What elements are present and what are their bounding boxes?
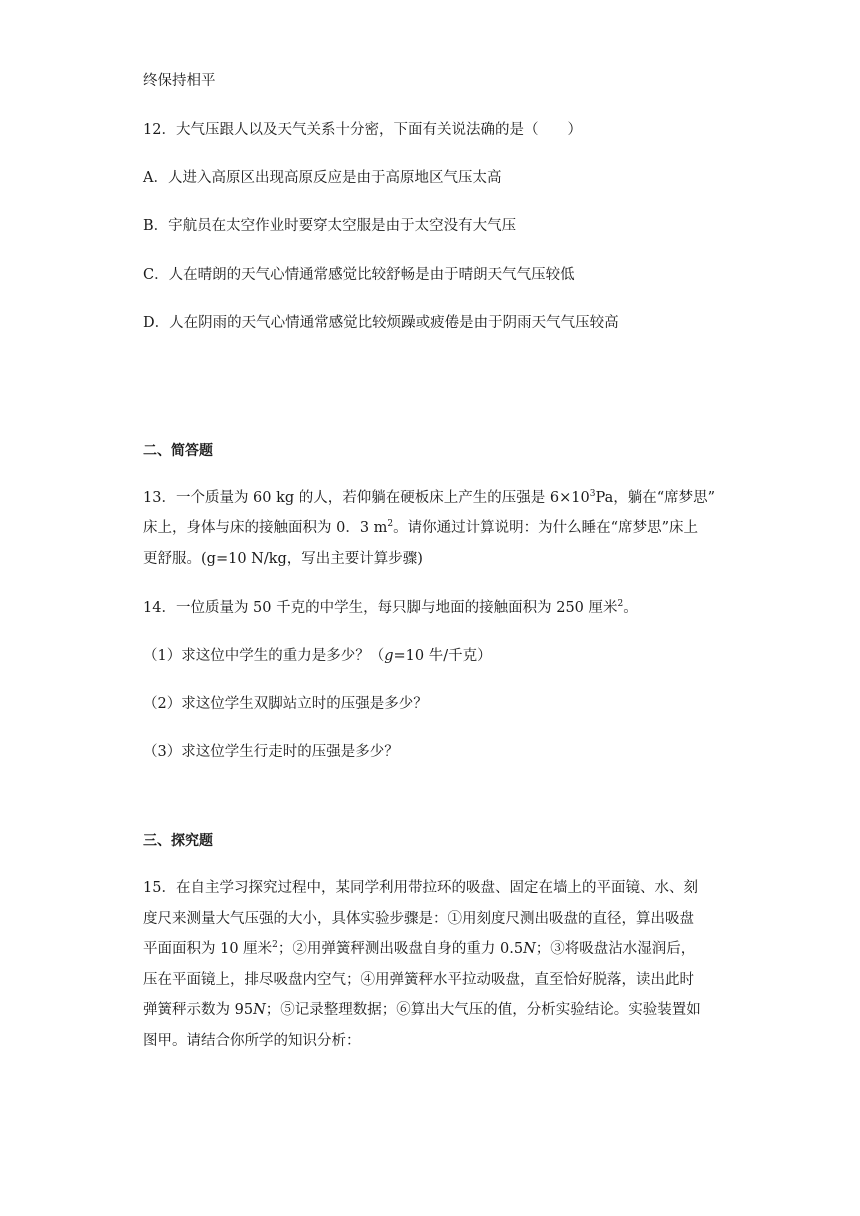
q14-sub-1-g-symbol: g <box>384 648 394 664</box>
q13-line-2-exponent: 2 <box>387 519 394 530</box>
q14-stem-exponent: 2 <box>617 599 624 610</box>
q13-line-1-text-a: 13．一个质量为 60 kg 的人，若仰躺在硬板床上产生的压强是 6×10 <box>143 490 590 506</box>
q15-line-3-text-c: ；③将吸盘沾水湿润后， <box>535 941 696 957</box>
section-2-heading: 二、简答题 <box>143 443 213 459</box>
q15-line-2: 度尺来测量大气压强的大小，具体实验步骤是：①用刻度尺测出吸盘的直径，算出吸盘 <box>143 911 694 927</box>
q13-line-2-text-b: 。请你通过计算说明：为什么睡在“席梦思”床上 <box>393 520 698 536</box>
q15-line-5-text-b: ；⑤记录整理数据；⑥算出大气压的值，分析实验结论。实验装置如 <box>265 1002 701 1018</box>
q13-line-1-text-b: Pa，躺在“席梦思” <box>595 490 716 506</box>
q15-line-3-unit: N <box>523 941 536 957</box>
q12-option-b: B．宇航员在太空作业时要穿太空服是由于太空没有大气压 <box>143 218 517 234</box>
q15-line-3 <box>143 939 695 959</box>
q15-line-5 <box>143 1000 701 1020</box>
q12-option-a: A．人进入高原区出现高原反应是由于高原地区气压太高 <box>143 170 502 186</box>
q14-stem <box>143 598 638 618</box>
q14-sub-1 <box>143 646 492 666</box>
q15-line-3-text-b: ；②用弹簧秤测出吸盘自身的重力 0.5 <box>277 941 524 957</box>
q14-sub-1-text-b: =10 牛/千克） <box>393 648 492 664</box>
q13-line-1-exponent: 3 <box>589 489 596 500</box>
q14-stem-text-b: 。 <box>623 600 638 616</box>
q15-line-4: 压在平面镜上，排尽吸盘内空气；④用弹簧秤水平拉动吸盘，直至恰好脱落，读出此时 <box>143 972 694 988</box>
q13-line-1 <box>143 488 715 508</box>
q15-line-3-text-a: 平面面积为 10 厘米 <box>143 941 273 957</box>
q15-line-3-exponent: 2 <box>272 940 278 951</box>
q13-line-3: 更舒服。(g=10 N/kg，写出主要计算步骤) <box>143 551 423 567</box>
q13-line-2-text-a: 床上，身体与床的接触面积为 0．3 m <box>143 520 388 536</box>
q13-line-2 <box>143 518 698 538</box>
section-3-heading: 三、探究题 <box>143 833 213 849</box>
q14-stem-text-a: 14．一位质量为 50 千克的中学生，每只脚与地面的接触面积为 250 厘米 <box>143 600 618 616</box>
q14-sub-3: （3）求这位学生行走时的压强是多少？ <box>143 744 399 760</box>
q15-line-6: 图甲。请结合你所学的知识分析： <box>143 1033 361 1049</box>
q11-tail-text: 终保持相平 <box>143 73 216 89</box>
q15-line-5-text-a: 弹簧秤示数为 95 <box>143 1002 254 1018</box>
q12-option-d: D．人在阴雨的天气心情通常感觉比较烦躁或疲倦是由于阴雨天气气压较高 <box>143 315 619 331</box>
q12-stem: 12．大气压跟人以及天气关系十分密，下面有关说法确的是（ ） <box>143 122 582 138</box>
q14-sub-1-text-a: （1）求这位中学生的重力是多少？（ <box>143 648 385 664</box>
q15-line-5-unit: N <box>253 1002 266 1018</box>
q15-line-1: 15．在自主学习探究过程中，某同学利用带拉环的吸盘、固定在墙上的平面镜、水、刻 <box>143 880 698 896</box>
q12-option-c: C．人在晴朗的天气心情通常感觉比较舒畅是由于晴朗天气气压较低 <box>143 267 575 283</box>
q14-sub-2: （2）求这位学生双脚站立时的压强是多少？ <box>143 696 428 712</box>
